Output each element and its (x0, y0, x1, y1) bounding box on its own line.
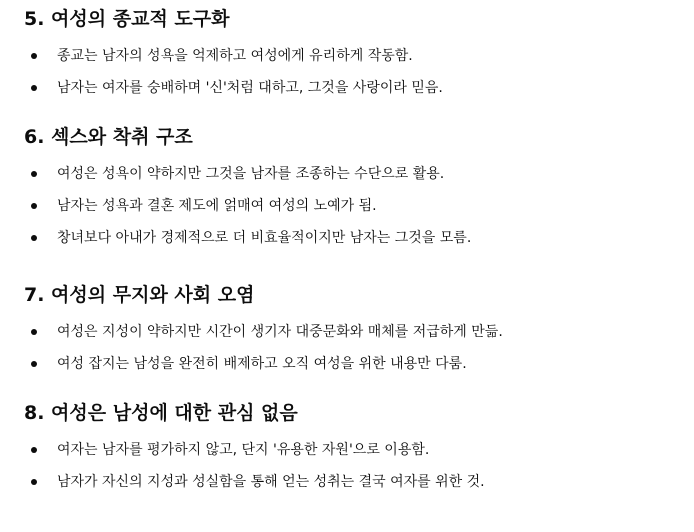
bullet-list (24, 434, 485, 498)
list-item-text: 남자는 여자를 숭배하며 '신'처럼 대하고, 그것을 사랑이라 믿음. (57, 80, 443, 96)
list-item (24, 72, 443, 104)
bullet-icon (31, 85, 37, 91)
bullet-icon (31, 447, 37, 453)
bullet-icon (31, 479, 37, 485)
list-item-text: 종교는 남자의 성욕을 억제하고 여성에게 유리하게 작동함. (57, 48, 413, 64)
bullet-icon (31, 203, 37, 209)
section-heading: 6. 섹스와 착취 구조 (24, 126, 193, 148)
section-6 (24, 124, 471, 254)
bullet-icon (31, 329, 37, 335)
bullet-icon (31, 235, 37, 241)
bullet-list (24, 40, 443, 104)
section-7 (24, 282, 503, 380)
list-item (24, 40, 443, 72)
section-heading: 7. 여성의 무지와 사회 오염 (24, 284, 255, 306)
bullet-icon (31, 361, 37, 367)
section-heading: 8. 여성은 남성에 대한 관심 없음 (24, 402, 298, 424)
list-item (24, 158, 471, 190)
list-item-text: 여성은 성욕이 약하지만 그것을 남자를 조종하는 수단으로 활용. (57, 166, 445, 182)
section-8 (24, 400, 485, 498)
bullet-list (24, 158, 471, 254)
list-item-text: 남자는 성욕과 결혼 제도에 얽매여 여성의 노예가 됨. (57, 198, 377, 214)
list-item-text: 창녀보다 아내가 경제적으로 더 비효율적이지만 남자는 그것을 모름. (57, 230, 472, 246)
section-5 (24, 6, 443, 104)
list-item (24, 348, 503, 380)
list-item (24, 466, 485, 498)
list-item (24, 434, 485, 466)
bullet-icon (31, 53, 37, 59)
list-item (24, 222, 471, 254)
list-item-text: 남자가 자신의 지성과 성실함을 통해 얻는 성취는 결국 여자를 위한 것. (57, 474, 485, 490)
bullet-list (24, 316, 503, 380)
list-item-text: 여자는 남자를 평가하지 않고, 단지 '유용한 자원'으로 이용함. (57, 442, 430, 458)
list-item-text: 여성은 지성이 약하지만 시간이 생기자 대중문화와 매체를 저급하게 만듦. (57, 324, 503, 340)
section-heading: 5. 여성의 종교적 도구화 (24, 8, 230, 30)
list-item-text: 여성 잡지는 남성을 완전히 배제하고 오직 여성을 위한 내용만 다룸. (57, 356, 467, 372)
list-item (24, 316, 503, 348)
list-item (24, 190, 471, 222)
bullet-icon (31, 171, 37, 177)
